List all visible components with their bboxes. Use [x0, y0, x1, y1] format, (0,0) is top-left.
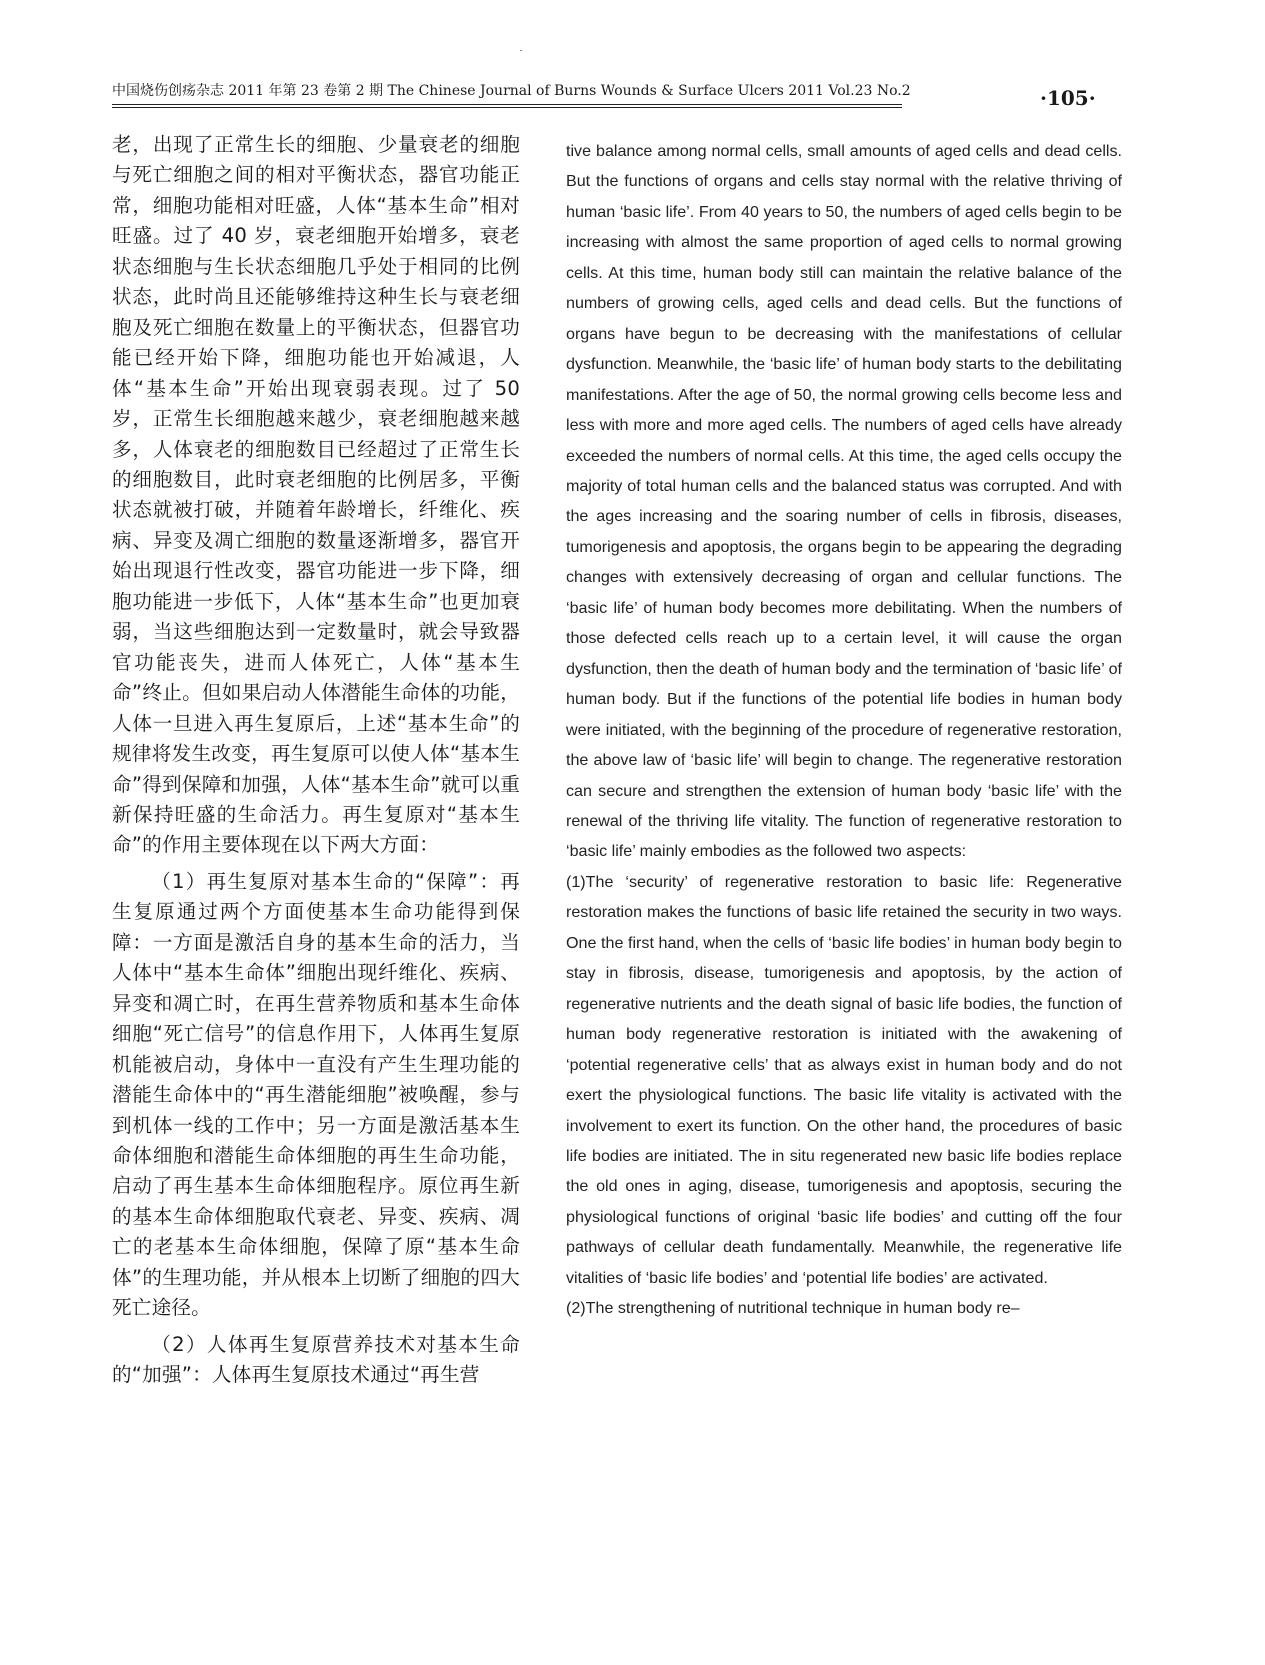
en-paragraph-3: (2)The strengthening of nutritional technique in human body re– — [566, 1299, 1020, 1318]
zh-paragraph-2: （1）再生复原对基本生命的“保障”：再生复原通过两个方面使基本生命功能得到保障：一方面是激活自身的基本生命的活力，当人体中“基本生命体”细胞出现纤维化、疾病、异变和凋亡时，在再生营养物质和基本生命体细胞“死亡信号”的信息作用下，人体再生复原机能被启动，身体中一直没有产生生理功能的潜能生命体中的“再生潜能细胞”被唤醒，参与到机体一线的工作中；另一方面是激活基本生命体细胞和潜能生命体细胞的再生生命功能，启动了再生基本生命体细胞程序。原位再生新的基本生命体细胞取代衰老、异变、疾病、凋亡的老基本生命体细胞，保障了原“基本生命体”的生理功能，并从根本上切断了细胞的四大死亡途径。 — [112, 869, 520, 1320]
zh-paragraph-1: 老，出现了正常生长的细胞、少量衰老的细胞与死亡细胞之间的相对平衡状态，器官功能正常，细胞功能相对旺盛，人体“基本生命”相对旺盛。过了 40 岁，衰老细胞开始增多，衰老状态细胞与生长状态细胞几乎处于相同的比例状态，此时尚且还能够维持这种生长与衰老细胞及死亡细胞在数量上的平衡状态，但器官功能已经开始下降，细胞功能也开始减退，人体“基本生命”开始出现衰弱表现。过了 50 岁，正常生长细胞越来越少，衰老细胞越来越多，人体衰老的细胞数目已经超过了正常生长的细胞数目，此时衰老细胞的比例居多，平衡状态就被打破，并随着年龄增长，纤维化、疾病、异变及凋亡细胞的数量逐渐增多，器官开始出现退行性改变，器官功能进一步下降，细胞功能进一步低下，人体“基本生命”也更加衰弱，当这些细胞达到一定数量时，就会导致器官功能丧失，进而人体死亡，人体“基本生命”终止。但如果启动人体潜能生命体的功能，人体一旦进入再生复原后，上述“基本生命”的规律将发生改变，再生复原可以使人体“基本生命”得到保障和加强，人体“基本生命”就可以重新保持旺盛的生命活力。再生复原对“基本生命”的作用主要体现在以下两大方面： — [112, 133, 520, 857]
en-paragraph-1: tive balance among normal cells, small amounts of aged cells and dead cells. But the functions of organs and cells stay normal with the relative thriving of human ‘basic life’. From 40 years to 50, the numbers of aged cells begin to be increasing with almost the same proportion of aged cells to normal growing cells. At this time, human body still can maintain the relative balance of the numbers of growing cells, aged cells and dead cells. But the functions of organs have begun to be decreasing with the manifestations of cellular dysfunction. Meanwhile, the ‘basic life’ of human body starts to the debilitating manifestations. After the age of 50, the normal growing cells become less and less with more and more aged cells. The numbers of aged cells have already exceeded the numbers of normal cells. At this time, the aged cells occupy the majority of total human cells and the balanced status was corrupted. And with the ages increasing and the soaring number of cells in fibrosis, diseases, tumorigenesis and apoptosis, the organs begin to be appearing the degrading changes with extensively decreasing of organ and cellular functions. The ‘basic life’ of human body becomes more debilitating. When the numbers of those defected cells reach up to a certain level, it will cause the organ dysfunction, then the death of human body and the termination of ‘basic life’ of human body. But if the functions of the potential life bodies in human body were initiated, with the beginning of the procedure of regenerative restoration, the above law of ‘basic life’ will begin to change. The regenerative restoration can secure and strengthen the extension of human body ‘basic life’ with the renewal of the thriving life vitality. The function of regenerative restoration to ‘basic life’ mainly embodies as the followed two aspects: — [566, 142, 1122, 861]
page-number: ·105· — [1040, 86, 1096, 110]
running-head: 中国烧伤创疡杂志 2011 年第 23 卷第 2 期 The Chinese Journal of Burns Wounds & Surface Ulcers 2011 Vol.23 No.2 — [112, 83, 911, 99]
zh-paragraph-3: （2）人体再生复原营养技术对基本生命的“加强”：人体再生复原技术通过“再生营 — [112, 1332, 520, 1387]
header-rule — [112, 104, 902, 105]
chinese-column — [112, 130, 520, 1391]
header-rule-thin — [112, 107, 902, 108]
scan-speck — [520, 50, 522, 51]
english-column — [566, 136, 1122, 1324]
en-paragraph-2: (1)The ‘security’ of regenerative restoration to basic life: Regenerative restoration makes the functions of basic life retained the security in two ways. One the first hand, when the cells of ‘basic life bodies’ in human body begin to stay in fibrosis, disease, tumorigenesis and apoptosis, by the action of regenerative nutrients and the death signal of basic life bodies, the function of human body regenerative restoration is initiated with the awakening of ‘potential regenerative cells’ that as always exist in human body and do not exert the physiological functions. The basic life vitality is activated with the involvement to exert its function. On the other hand, the procedures of basic life bodies are initiated. The in situ regenerated new basic life bodies replace the old ones in aging, disease, tumorigenesis and apoptosis, securing the physiological functions of original ‘basic life bodies’ and cutting off the four pathways of cellular death fundamentally. Meanwhile, the regenerative life vitalities of ‘basic life bodies’ and ‘potential life bodies’ are activated. — [566, 872, 1122, 1287]
